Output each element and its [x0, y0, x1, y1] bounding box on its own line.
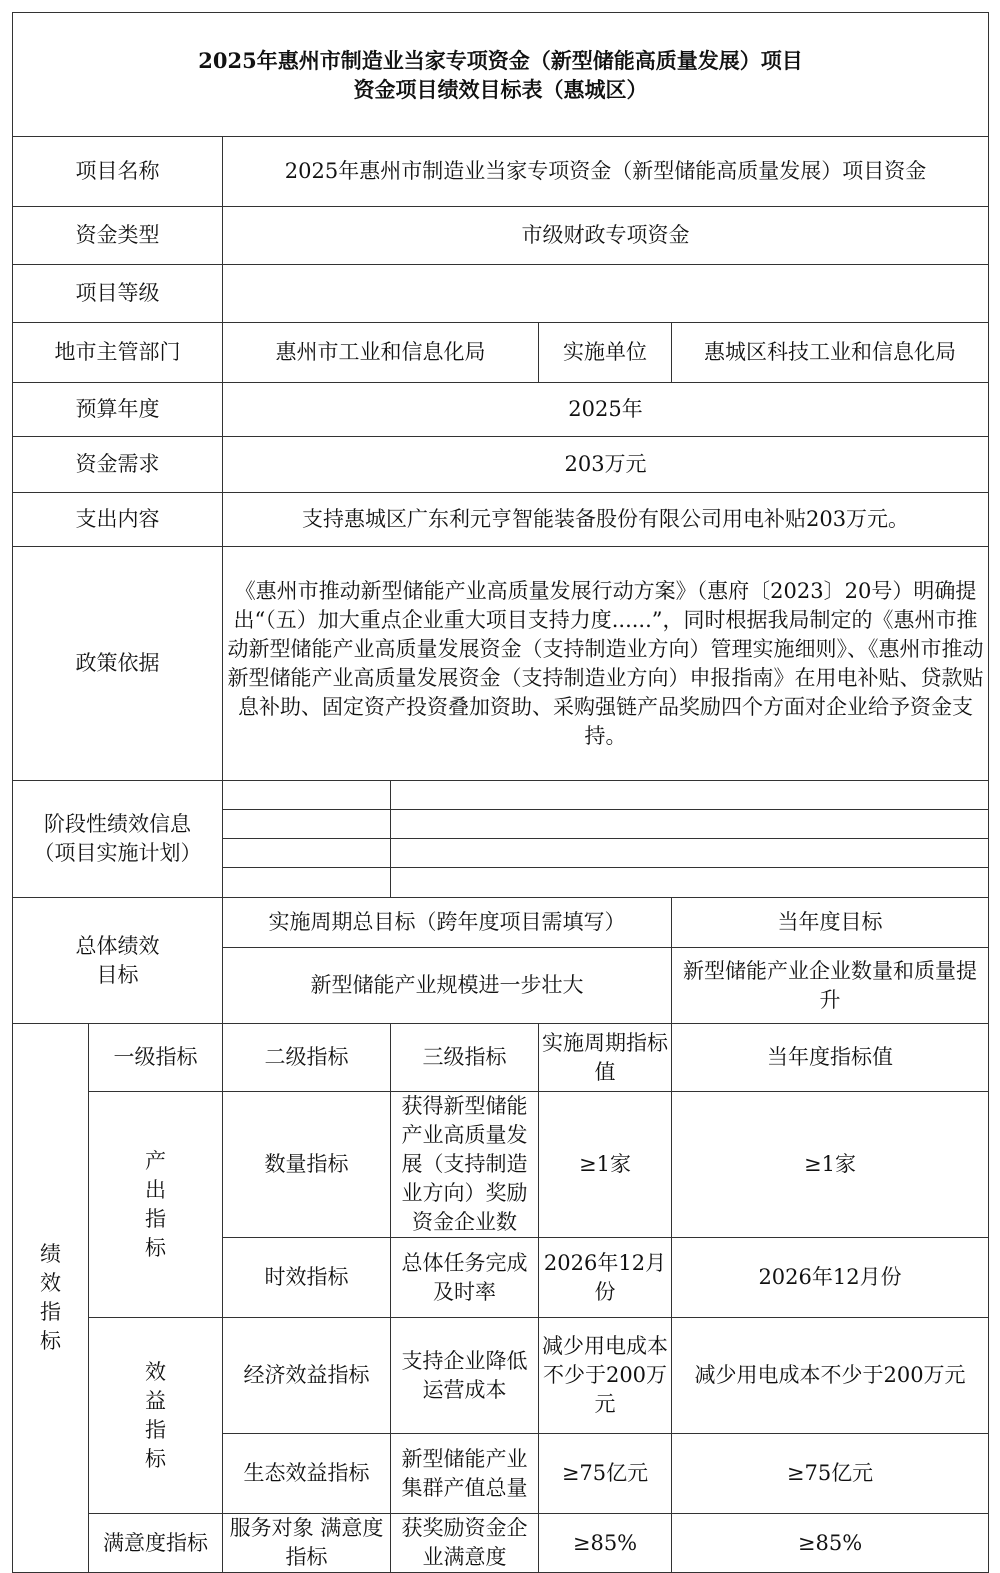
benefit-label-char: 指 — [145, 1417, 166, 1442]
benefit-label-char: 益 — [145, 1388, 166, 1413]
stage-info-cell — [223, 810, 391, 839]
expenditure-label: 支出内容 — [13, 493, 223, 547]
stage-info-label-line-1: 阶段性绩效信息 — [44, 812, 191, 836]
project-level-label: 项目等级 — [13, 265, 223, 323]
implementing-unit-label: 实施单位 — [539, 323, 672, 383]
year-target-value: 新型储能产业企业数量和质量提升 — [672, 948, 989, 1024]
satisfaction-level3: 获奖励资金企业满意度 — [391, 1514, 539, 1573]
indicator-level2: 生态效益指标 — [223, 1434, 391, 1514]
side-label-char: 标 — [40, 1329, 61, 1353]
policy-label: 政策依据 — [13, 547, 223, 781]
satisfaction-year-value: ≥85% — [672, 1514, 989, 1573]
indicator-year-value: 2026年12月份 — [672, 1238, 989, 1318]
stage-info-cell — [391, 868, 989, 898]
department-value: 惠州市工业和信息化局 — [223, 323, 539, 383]
side-label-char: 效 — [40, 1271, 61, 1295]
indicator-year-value: 减少用电成本不少于200万元 — [672, 1318, 989, 1434]
project-name-label: 项目名称 — [13, 137, 223, 207]
level3-header: 三级指标 — [391, 1024, 539, 1092]
benefit-label-char: 效 — [145, 1359, 166, 1384]
year-target-header: 当年度目标 — [672, 898, 989, 948]
overall-target-label — [13, 898, 223, 1024]
indicator-period-value: 减少用电成本不少于200万元 — [539, 1318, 672, 1434]
department-label: 地市主管部门 — [13, 323, 223, 383]
satisfaction-level2: 服务对象 满意度指标 — [223, 1514, 391, 1573]
fund-type-label: 资金类型 — [13, 207, 223, 265]
fund-demand-label: 资金需求 — [13, 437, 223, 493]
stage-info-cell — [391, 781, 989, 810]
indicator-level3: 总体任务完成及时率 — [391, 1238, 539, 1318]
indicator-level3: 获得新型储能产业高质量发展（支持制造业方向）奖励资金企业数 — [391, 1092, 539, 1238]
policy-value: 《惠州市推动新型储能产业高质量发展行动方案》（惠府〔2023〕20号）明确提出“（五）加大重点企业重大项目支持力度......”，同时根据我局制定的《惠州市推动新型储能产业高质量发展资金（支持制造业方向）管理实施细则》、《惠州市推动新型储能产业高质量发展资金（支持制造业方向）申报指南》在用电补贴、贷款贴息补助、固定资产投资叠加资助、采购强链产品奖励四个方面对企业给予资金支持。 — [223, 547, 989, 781]
fund-demand-value: 203万元 — [223, 437, 989, 493]
stage-info-label — [13, 781, 223, 898]
indicator-level2: 数量指标 — [223, 1092, 391, 1238]
satisfaction-period-value: ≥85% — [539, 1514, 672, 1573]
overall-target-label-line-1: 总体绩效 — [75, 933, 160, 958]
indicator-level2: 时效指标 — [223, 1238, 391, 1318]
title-line-2: 资金项目绩效目标表（惠城区） — [353, 76, 648, 102]
stage-info-cell — [223, 839, 391, 868]
stage-info-cell — [223, 868, 391, 898]
stage-info-label-line-2: （项目实施计划） — [33, 841, 202, 865]
side-label-char: 指 — [40, 1300, 61, 1324]
output-indicators-label — [89, 1092, 223, 1318]
indicator-year-value: ≥75亿元 — [672, 1434, 989, 1514]
indicator-level2: 经济效益指标 — [223, 1318, 391, 1434]
performance-target-table — [12, 12, 989, 1573]
level2-header: 二级指标 — [223, 1024, 391, 1092]
expenditure-value: 支持惠城区广东利元亨智能装备股份有限公司用电补贴203万元。 — [223, 493, 989, 547]
project-name-value: 2025年惠州市制造业当家专项资金（新型储能高质量发展）项目资金 — [223, 137, 989, 207]
indicator-year-value: ≥1家 — [672, 1092, 989, 1238]
title-line-1: 2025年惠州市制造业当家专项资金（新型储能高质量发展）项目 — [198, 47, 803, 73]
fund-type-value: 市级财政专项资金 — [223, 207, 989, 265]
overall-target-label-line-2: 目标 — [96, 962, 139, 987]
side-label-char: 绩 — [40, 1242, 61, 1266]
project-level-value — [223, 265, 989, 323]
period-target-header: 实施周期总目标（跨年度项目需填写） — [223, 898, 672, 948]
indicator-level3: 支持企业降低运营成本 — [391, 1318, 539, 1434]
stage-info-cell — [391, 810, 989, 839]
year-value-header: 当年度指标值 — [672, 1024, 989, 1092]
benefit-indicators-label — [89, 1318, 223, 1514]
period-value-header: 实施周期指标值 — [539, 1024, 672, 1092]
performance-indicators-label — [13, 1024, 89, 1573]
satisfaction-level1: 满意度指标 — [89, 1514, 223, 1573]
output-label-char: 标 — [145, 1235, 166, 1260]
benefit-label-char: 标 — [145, 1446, 166, 1471]
indicator-period-value: 2026年12月份 — [539, 1238, 672, 1318]
indicator-period-value: ≥1家 — [539, 1092, 672, 1238]
stage-info-cell — [223, 781, 391, 810]
implementing-unit-value: 惠城区科技工业和信息化局 — [672, 323, 989, 383]
level1-header: 一级指标 — [89, 1024, 223, 1092]
output-label-char: 指 — [145, 1206, 166, 1231]
form-title — [13, 13, 989, 137]
output-label-char: 产 — [145, 1148, 166, 1173]
budget-year-value: 2025年 — [223, 383, 989, 437]
period-target-value: 新型储能产业规模进一步壮大 — [223, 948, 672, 1024]
output-label-char: 出 — [145, 1177, 166, 1202]
indicator-period-value: ≥75亿元 — [539, 1434, 672, 1514]
stage-info-cell — [391, 839, 989, 868]
indicator-level3: 新型储能产业集群产值总量 — [391, 1434, 539, 1514]
budget-year-label: 预算年度 — [13, 383, 223, 437]
